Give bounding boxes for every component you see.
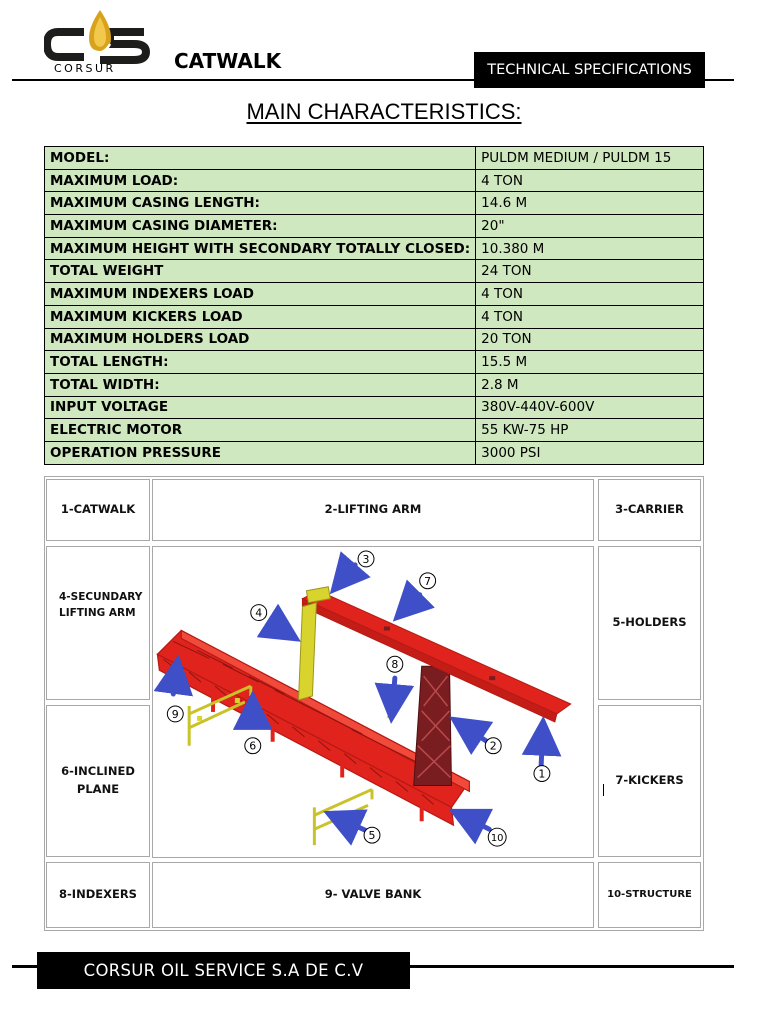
part-label-structure: 10-STRUCTURE — [598, 862, 701, 928]
spec-value: 2.8 M — [476, 373, 704, 396]
part-label-kickers: 7-KICKERS — [598, 705, 701, 857]
spec-label: MAXIMUM KICKERS LOAD — [45, 305, 476, 328]
callout-4: 4 — [255, 606, 263, 620]
text-cursor-mark — [603, 784, 604, 796]
spec-label: TOTAL LENGTH: — [45, 351, 476, 374]
spec-row — [45, 283, 704, 306]
part-label-catwalk: 1-CATWALK — [46, 479, 150, 541]
spec-value: PULDM MEDIUM / PULDM 15 — [476, 147, 704, 170]
spec-row — [45, 169, 704, 192]
spec-row — [45, 351, 704, 374]
spec-value: 10.380 M — [476, 237, 704, 260]
spec-label: MODEL: — [45, 147, 476, 170]
spec-label: MAXIMUM INDEXERS LOAD — [45, 283, 476, 306]
spec-row — [45, 373, 704, 396]
spec-row — [45, 147, 704, 170]
spec-value: 4 TON — [476, 169, 704, 192]
spec-label: INPUT VOLTAGE — [45, 396, 476, 419]
spec-row — [45, 305, 704, 328]
spec-value: 55 KW-75 HP — [476, 419, 704, 442]
spec-value: 24 TON — [476, 260, 704, 283]
callout-2: 2 — [489, 739, 497, 753]
main-heading: MAIN CHARACTERISTICS: — [246, 99, 522, 124]
callout-10: 10 — [490, 833, 504, 845]
spec-row — [45, 419, 704, 442]
spec-value: 4 TON — [476, 305, 704, 328]
lifting-arm-tower — [414, 666, 452, 785]
callout-9: 9 — [171, 707, 179, 721]
spec-value: 14.6 M — [476, 192, 704, 215]
spec-label: MAXIMUM HEIGHT WITH SECONDARY TOTALLY CLOSED: — [45, 237, 476, 260]
catwalk-drawing — [152, 546, 594, 858]
callout-5: 5 — [368, 829, 376, 843]
spec-row — [45, 396, 704, 419]
callout-8: 8 — [391, 658, 399, 672]
spec-label: MAXIMUM LOAD: — [45, 169, 476, 192]
spec-label: MAXIMUM CASING DIAMETER: — [45, 215, 476, 238]
spec-value: 20 TON — [476, 328, 704, 351]
spec-row — [45, 237, 704, 260]
spec-value: 20" — [476, 215, 704, 238]
spec-row — [45, 328, 704, 351]
part-label-valve-bank: 9- VALVE BANK — [152, 862, 594, 928]
part-label-carrier: 3-CARRIER — [598, 479, 701, 541]
spec-value: 4 TON — [476, 283, 704, 306]
spec-value: 3000 PSI — [476, 441, 704, 464]
spec-row — [45, 260, 704, 283]
section-label: TECHNICAL SPECIFICATIONS — [474, 52, 705, 88]
spec-label: TOTAL WIDTH: — [45, 373, 476, 396]
spec-row — [45, 192, 704, 215]
spec-value: 380V-440V-600V — [476, 396, 704, 419]
spec-row — [45, 215, 704, 238]
part-label-secundary-lifting-arm: 4-SECUNDARY LIFTING ARM — [46, 546, 150, 700]
spec-table — [44, 146, 704, 465]
spec-label: TOTAL WEIGHT — [45, 260, 476, 283]
callout-6: 6 — [249, 739, 257, 753]
part-label-lifting-arm: 2-LIFTING ARM — [152, 479, 594, 541]
spec-value: 15.5 M — [476, 351, 704, 374]
part-label-holders: 5-HOLDERS — [598, 546, 701, 700]
spec-label: ELECTRIC MOTOR — [45, 419, 476, 442]
callout-1: 1 — [538, 767, 546, 781]
spec-label: MAXIMUM CASING LENGTH: — [45, 192, 476, 215]
logo-wordmark: CORSUR — [54, 62, 116, 75]
footer-company: CORSUR OIL SERVICE S.A DE C.V — [37, 952, 410, 989]
page-title: CATWALK — [174, 49, 282, 73]
spec-label: OPERATION PRESSURE — [45, 441, 476, 464]
part-label-inclined-plane: 6-INCLINED PLANE — [46, 705, 150, 857]
callout-7: 7 — [424, 574, 432, 588]
spec-row — [45, 441, 704, 464]
spec-label: MAXIMUM HOLDERS LOAD — [45, 328, 476, 351]
part-label-indexers: 8-INDEXERS — [46, 862, 150, 928]
callout-3: 3 — [362, 552, 370, 566]
